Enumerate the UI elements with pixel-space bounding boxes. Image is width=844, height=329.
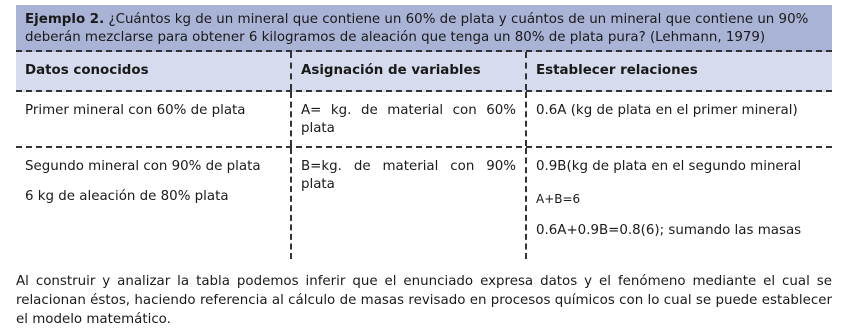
variable-cell: [290, 92, 525, 146]
relation-cell: [525, 148, 832, 259]
example-banner: [16, 5, 832, 52]
variable-text-line1: B=kg. de material con 90%: [301, 159, 516, 174]
table-row: [16, 148, 832, 259]
relation-equation: A+B=6: [536, 192, 581, 206]
known-data-cell: [16, 148, 290, 259]
known-data-text: Primer mineral con 60% de plata: [25, 103, 246, 118]
table-row: [16, 92, 832, 148]
known-data-text: 6 kg de aleación de 80% plata: [25, 189, 229, 204]
relation-equation: 0.6A+0.9B=0.8(6); sumando las masas: [536, 223, 802, 238]
example-label: Ejemplo 2.: [25, 12, 105, 27]
variable-text-line1: A= kg. de material con 60%: [301, 103, 516, 118]
example-table: [16, 5, 832, 259]
explanation-paragraph: Al construir y analizar la tabla podemos inferir que el enunciado expresa datos y el fenómeno mediante el cual se relacionan éstos, haciendo referencia al cálculo de masas revisado en procesos químicos con lo cual se puede establecer el modelo matemático.: [16, 274, 832, 327]
example-question: ¿Cuántos kg de un mineral que contiene un 60% de plata y cuántos de un mineral que contiene un 90% deberán mezclarse para obtener 6 kilogramos de aleación que tenga un 80% de plata pura? (Lehmann, 1979): [25, 12, 809, 45]
variable-text-line2: plata: [301, 121, 335, 136]
table-header: [16, 52, 832, 92]
header-datos-conocidos: Datos conocidos: [25, 63, 149, 78]
header-asignacion-variables: Asignación de variables: [290, 52, 525, 90]
header-establecer-relaciones: Establecer relaciones: [525, 52, 832, 90]
known-data-text: Segundo mineral con 90% de plata: [25, 159, 261, 174]
relation-cell: [525, 92, 832, 146]
variable-text-line2: plata: [301, 177, 335, 192]
variable-cell: [290, 148, 525, 259]
known-data-cell: [16, 92, 290, 146]
relation-text: 0.6A (kg de plata en el primer mineral): [536, 103, 798, 118]
relation-text: 0.9B(kg de plata en el segundo mineral: [536, 159, 802, 174]
